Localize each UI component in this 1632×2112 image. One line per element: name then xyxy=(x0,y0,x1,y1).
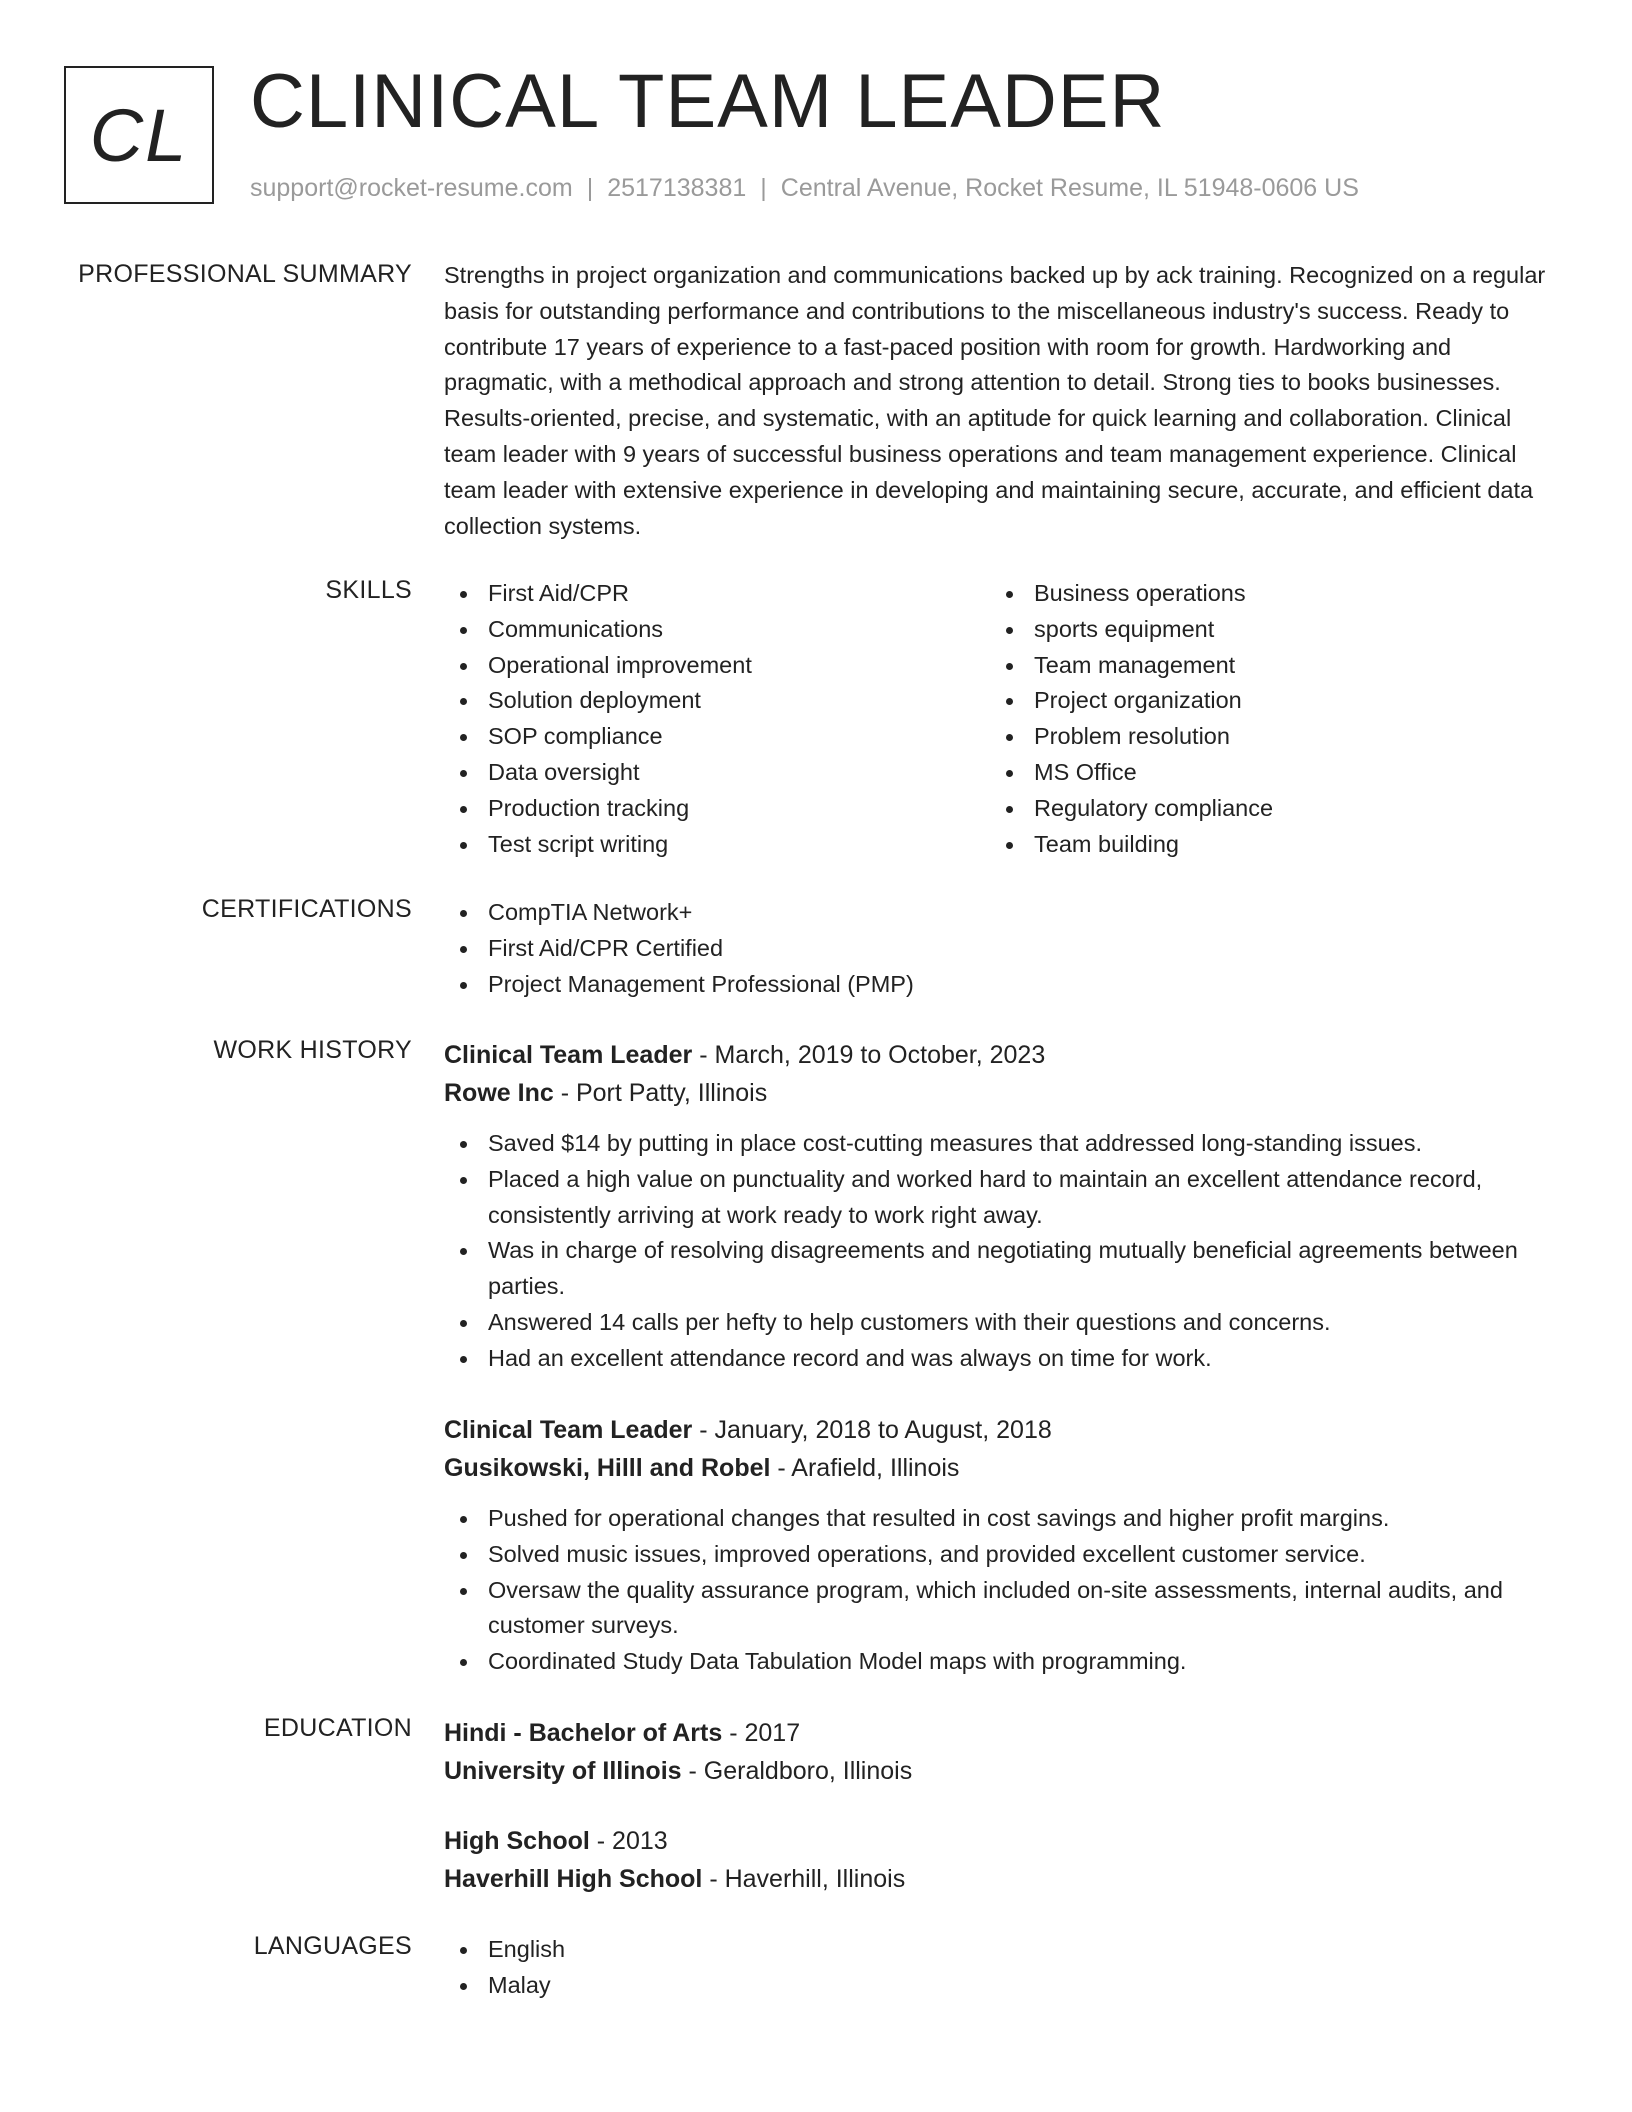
education-year: - 2017 xyxy=(722,1719,801,1747)
education-school-line xyxy=(444,1860,1564,1898)
skill-item: Team building xyxy=(990,827,1536,863)
skills-column-right xyxy=(990,576,1536,862)
job-company: Gusikowski, Hilll and Robel xyxy=(444,1454,771,1482)
language-item: Malay xyxy=(444,1968,1564,2004)
education-degree: High School xyxy=(444,1827,590,1855)
contact-address: Central Avenue, Rocket Resume, IL 51948-0606 US xyxy=(780,174,1359,202)
section-label-education: EDUCATION xyxy=(263,1714,412,1742)
job-location: - Port Patty, Illinois xyxy=(553,1079,768,1107)
job-location: - Arafield, Illinois xyxy=(770,1454,960,1482)
job-dates: - March, 2019 to October, 2023 xyxy=(692,1041,1046,1069)
section-label-work-history: WORK HISTORY xyxy=(213,1036,412,1064)
job-bullet: Pushed for operational changes that resulted in cost savings and higher profit margins. xyxy=(444,1501,1564,1537)
job-dates: - January, 2018 to August, 2018 xyxy=(692,1416,1052,1444)
job-bullet: Answered 14 calls per hefty to help customers with their questions and concerns. xyxy=(444,1305,1564,1341)
skills-body xyxy=(444,576,1564,862)
language-item: English xyxy=(444,1932,1564,1968)
skill-item: SOP compliance xyxy=(444,719,990,755)
contact-line xyxy=(250,174,1359,203)
job-bullets xyxy=(444,1126,1564,1377)
contact-email[interactable]: support@rocket-resume.com xyxy=(250,174,573,202)
job-entry xyxy=(444,1411,1564,1680)
certification-item: CompTIA Network+ xyxy=(444,895,1564,931)
skill-item: sports equipment xyxy=(990,612,1536,648)
education-body-2 xyxy=(444,1822,1564,1898)
job-company-line xyxy=(444,1449,1564,1487)
job-title: Clinical Team Leader xyxy=(444,1416,693,1444)
education-school-line xyxy=(444,1752,1564,1790)
job-bullet: Coordinated Study Data Tabulation Model maps with programming. xyxy=(444,1644,1564,1680)
education-school: Haverhill High School xyxy=(444,1865,703,1893)
skill-item: Production tracking xyxy=(444,791,990,827)
resume-name: CLINICAL TEAM LEADER xyxy=(250,59,1166,144)
education-entry xyxy=(444,1822,1564,1898)
section-label-languages: LANGUAGES xyxy=(253,1932,412,1960)
certification-item: Project Management Professional (PMP) xyxy=(444,967,1564,1003)
job-title-line xyxy=(444,1036,1564,1074)
skill-item: Project organization xyxy=(990,683,1536,719)
education-degree-line xyxy=(444,1822,1564,1860)
education-year: - 2013 xyxy=(589,1827,668,1855)
monogram-logo: CL xyxy=(64,66,214,204)
skill-item: Data oversight xyxy=(444,755,990,791)
summary-body xyxy=(444,260,1564,544)
job-bullet: Was in charge of resolving disagreements and negotiating mutually beneficial agreements between parties. xyxy=(444,1233,1564,1305)
contact-separator: | xyxy=(760,174,767,202)
work-history-body xyxy=(444,1036,1564,1377)
job-bullet: Placed a high value on punctuality and worked hard to maintain an excellent attendance record, consistently arriving at work ready to work right away. xyxy=(444,1162,1564,1234)
skill-item: Solution deployment xyxy=(444,683,990,719)
education-location: - Geraldboro, Illinois xyxy=(681,1757,913,1785)
job-entry xyxy=(444,1036,1564,1377)
job-company: Rowe Inc xyxy=(444,1079,554,1107)
job-bullet: Had an excellent attendance record and was always on time for work. xyxy=(444,1341,1564,1377)
skills-column-left xyxy=(444,576,990,862)
skill-item: Problem resolution xyxy=(990,719,1536,755)
skill-item: Communications xyxy=(444,612,990,648)
section-label-summary: PROFESSIONAL SUMMARY xyxy=(78,260,412,288)
skill-item: Test script writing xyxy=(444,827,990,863)
education-degree: Hindi - Bachelor of Arts xyxy=(444,1719,723,1747)
skill-item: MS Office xyxy=(990,755,1536,791)
certification-item: First Aid/CPR Certified xyxy=(444,931,1564,967)
job-company-line xyxy=(444,1074,1564,1112)
contact-phone[interactable]: 2517138381 xyxy=(607,174,747,202)
job-bullet: Oversaw the quality assurance program, which included on-site assessments, internal audits, and customer surveys. xyxy=(444,1573,1564,1645)
section-label-certifications: CERTIFICATIONS xyxy=(201,895,412,923)
skill-item: Team management xyxy=(990,648,1536,684)
job-title-line xyxy=(444,1411,1564,1449)
summary-text: Strengths in project organization and communications backed up by ack training. Recognized on a regular basis for outstanding performance and contributions to the miscellaneous industry's success. Ready to contribute 17 years of experience to a fast-paced position with room for growth. Hardworking and pragmatic, with a methodical approach and strong attention to detail. Strong ties to books businesses. Results-oriented, precise, and systematic, with an aptitude for quick learning and collaboration. Clinical team leader with 9 years of successful business operations and team management experience. Clinical team leader with extensive experience in developing and maintaining secure, accurate, and efficient data collection systems. xyxy=(444,262,1546,539)
education-location: - Haverhill, Illinois xyxy=(702,1865,906,1893)
education-body xyxy=(444,1714,1564,1790)
work-history-body-2 xyxy=(444,1411,1564,1680)
education-school: University of Illinois xyxy=(444,1757,682,1785)
job-bullets xyxy=(444,1501,1564,1680)
skill-item: Operational improvement xyxy=(444,648,990,684)
job-title: Clinical Team Leader xyxy=(444,1041,693,1069)
languages-body xyxy=(444,1932,1564,2004)
education-degree-line xyxy=(444,1714,1564,1752)
skill-item: Business operations xyxy=(990,576,1536,612)
job-bullet: Solved music issues, improved operations, and provided excellent customer service. xyxy=(444,1537,1564,1573)
education-entry xyxy=(444,1714,1564,1790)
skill-item: Regulatory compliance xyxy=(990,791,1536,827)
skill-item: First Aid/CPR xyxy=(444,576,990,612)
job-bullet: Saved $14 by putting in place cost-cutting measures that addressed long-standing issues. xyxy=(444,1126,1564,1162)
contact-separator: | xyxy=(586,174,594,202)
section-label-skills: SKILLS xyxy=(325,576,412,604)
certifications-body xyxy=(444,895,1564,1002)
